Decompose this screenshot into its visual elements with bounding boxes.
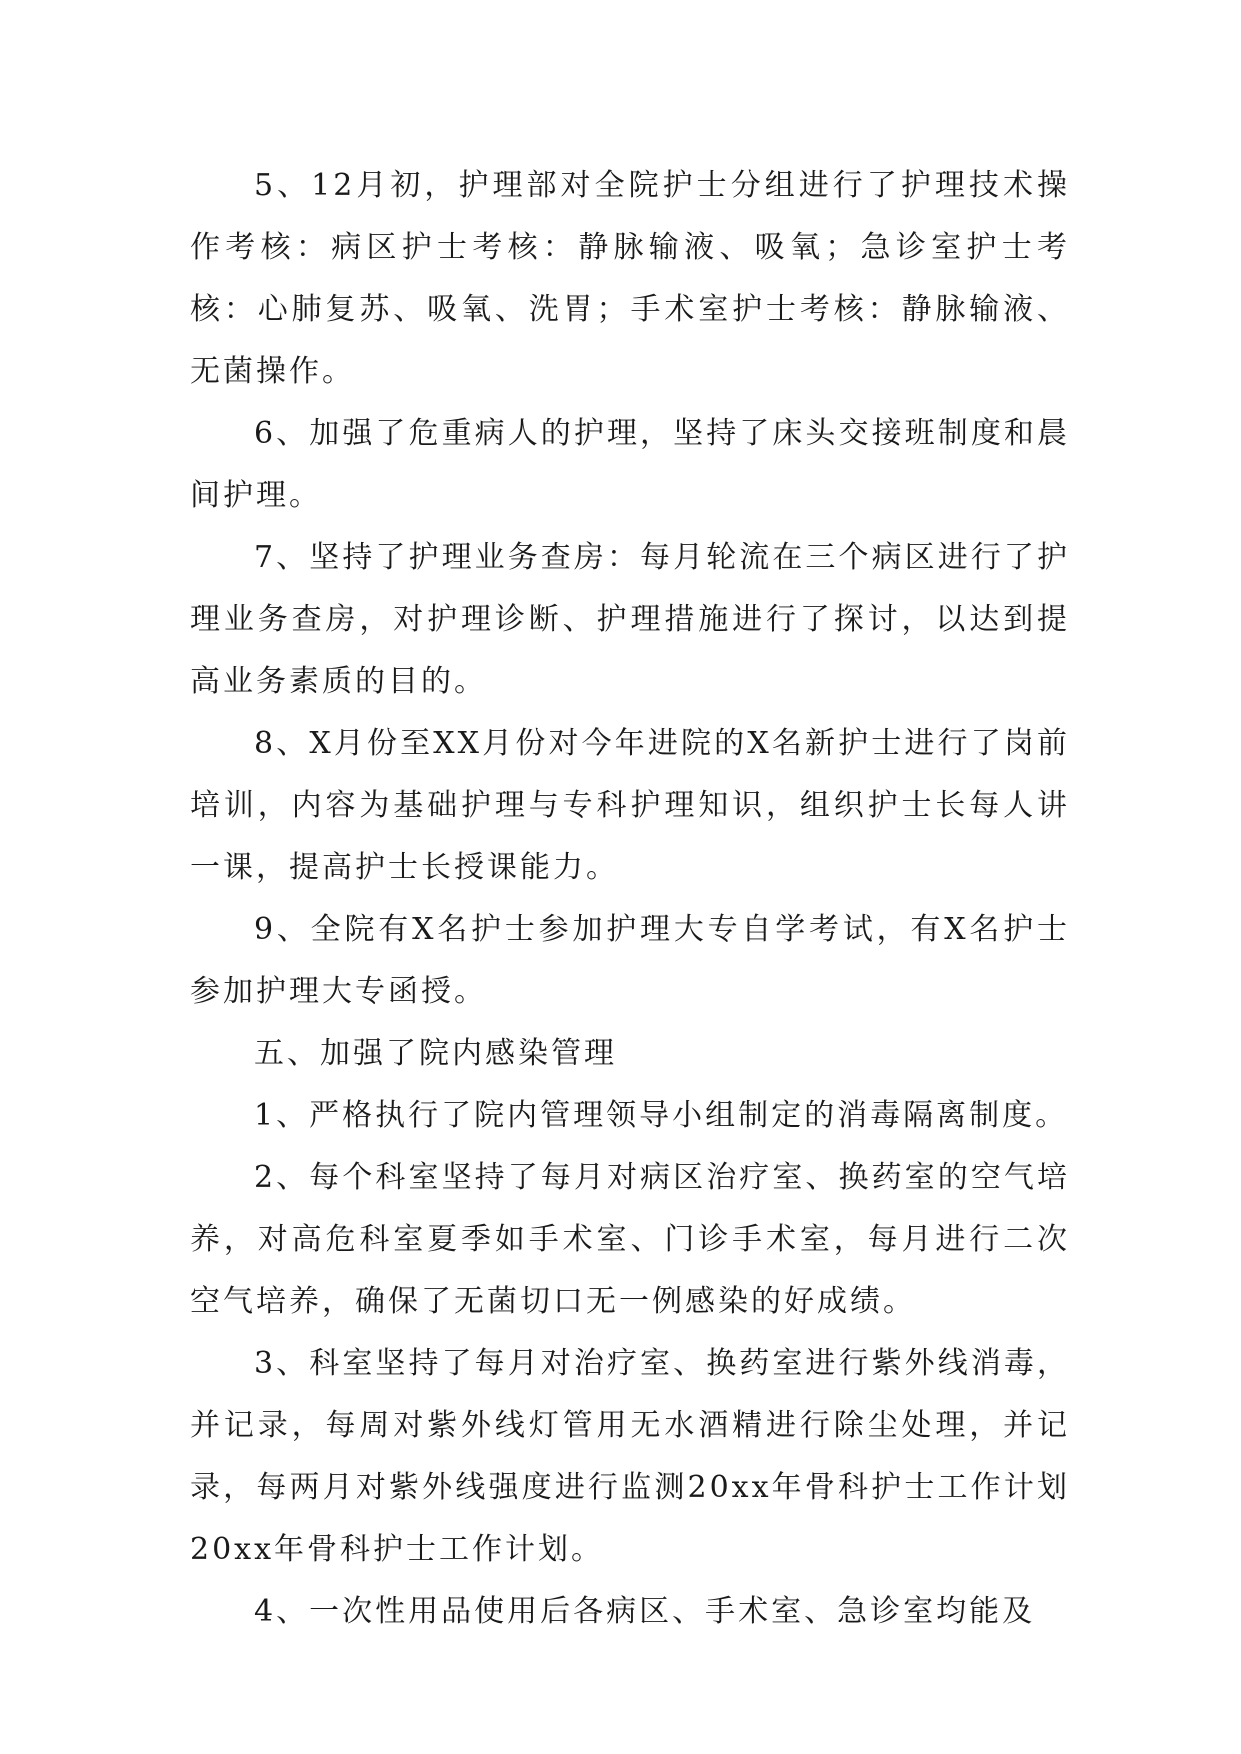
section-heading-infection-control: 五、加强了院内感染管理 <box>254 1036 617 1071</box>
paragraph-item-2: 2、每个科室坚持了每月对病区治疗室、换药室的空气培养，对高危科室夏季如手术室、门诊手术室，每月进行二次空气培养，确保了无菌切口无一例感染的好成绩。 <box>190 1160 1070 1319</box>
paragraph-item-7: 7、坚持了护理业务查房：每月轮流在三个病区进行了护理业务查房，对护理诊断、护理措施进行了探讨，以达到提高业务素质的目的。 <box>190 540 1070 699</box>
document-body <box>190 155 1070 1643</box>
paragraph-item-5: 5、12月初，护理部对全院护士分组进行了护理技术操作考核：病区护士考核：静脉输液、吸氧；急诊室护士考核：心肺复苏、吸氧、洗胃；手术室护士考核：静脉输液、无菌操作。 <box>190 168 1070 389</box>
paragraph-item-8: 8、X月份至XX月份对今年进院的X名新护士进行了岗前培训，内容为基础护理与专科护理知识，组织护士长每人讲一课，提高护士长授课能力。 <box>190 726 1070 885</box>
paragraph-item-9: 9、全院有X名护士参加护理大专自学考试，有X名护士参加护理大专函授。 <box>190 912 1070 1009</box>
paragraph-item-1: 1、严格执行了院内管理领导小组制定的消毒隔离制度。 <box>254 1098 1069 1133</box>
paragraph-item-6: 6、加强了危重病人的护理，坚持了床头交接班制度和晨间护理。 <box>190 416 1070 513</box>
paragraph-item-4: 4、一次性用品使用后各病区、手术室、急诊室均能及 <box>254 1594 1036 1629</box>
paragraph-item-3: 3、科室坚持了每月对治疗室、换药室进行紫外线消毒，并记录，每周对紫外线灯管用无水酒精进行除尘处理，并记录，每两月对紫外线强度进行监测20xx年骨科护士工作计划20xx年骨科护士工作计划。 <box>190 1346 1070 1567</box>
